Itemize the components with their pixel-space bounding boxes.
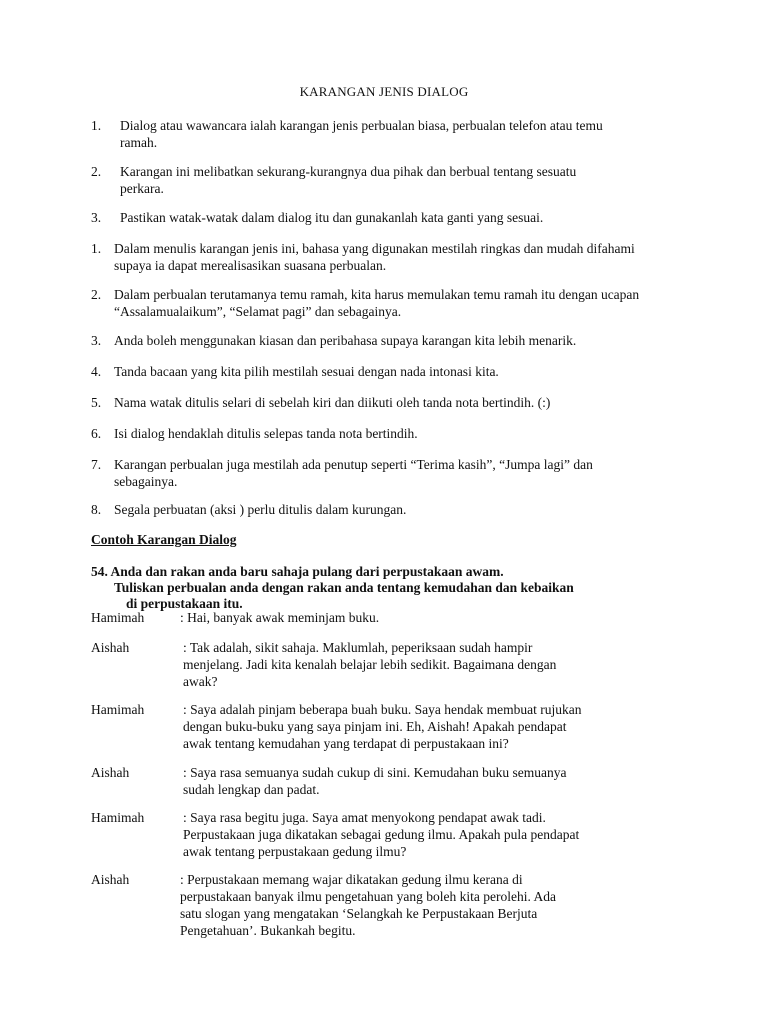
dialog-speaker-2: Aishah [91, 640, 130, 655]
dialog-line-1: : Hai, banyak awak meminjam buku. [180, 610, 380, 625]
example-heading: Contoh Karangan Dialog [91, 532, 237, 547]
list-a-item-2: Karangan ini melibatkan sekurang-kurangnya dua pihak dan berbual tentang sesuatu perkara. [120, 164, 577, 196]
list-b-item-8: Segala perbuatan (aksi ) perlu ditulis dalam kurungan. [114, 502, 407, 517]
list-b-number-2: 2. [91, 287, 102, 302]
dialog-line-5: : Saya rasa begitu juga. Saya amat menyokong pendapat awak tadi. Perpustakaan juga dikatakan sebagai gedung ilmu. Apakah pula pendapat awak tentang perpustakaan gedung ilmu? [183, 810, 580, 859]
list-b-number-4: 4. [91, 364, 102, 379]
list-b-number-5: 5. [91, 395, 102, 410]
list-b-item-3: Anda boleh menggunakan kiasan dan peribahasa supaya karangan kita lebih menarik. [114, 333, 577, 348]
dialog-speaker-4: Aishah [91, 765, 130, 780]
list-a-number-1: 1. [91, 118, 102, 133]
list-a-item-1: Dialog atau wawancara ialah karangan jenis perbualan biasa, perbualan telefon atau temu ramah. [120, 118, 603, 150]
dialog-line-6: : Perpustakaan memang wajar dikatakan gedung ilmu kerana di perpustakaan banyak ilmu pengetahuan yang boleh kita perolehi. Ada satu slogan yang mengatakan ‘Selangkah ke Perpustakaan Berjuta Pengetahuan’. Bukankah begitu. [180, 872, 557, 938]
question-line-2: Tuliskan perbualan anda dengan rakan anda tentang kemudahan dan kebaikan [114, 580, 574, 595]
question-line-3: di perpustakaan itu. [126, 596, 243, 611]
dialog-line-4: : Saya rasa semuanya sudah cukup di sini. Kemudahan buku semuanya sudah lengkap dan padat. [183, 765, 567, 797]
dialog-speaker-6: Aishah [91, 872, 130, 887]
question-line-1: 54. Anda dan rakan anda baru sahaja pulang dari perpustakaan awam. [91, 564, 504, 579]
list-b-item-5: Nama watak ditulis selari di sebelah kiri dan diikuti oleh tanda nota bertindih. (:) [114, 395, 551, 410]
dialog-line-3: : Saya adalah pinjam beberapa buah buku. Saya hendak membuat rujukan dengan buku-buku yang saya pinjam ini. Eh, Aishah! Apakah pendapat awak tentang kemudahan yang terdapat di perpustakaan ini? [183, 702, 582, 751]
list-b-item-2: Dalam perbualan terutamanya temu ramah, kita harus memulakan temu ramah itu dengan ucapan “Assalamualaikum”, “Selamat pagi” dan sebagainya. [114, 287, 640, 319]
dialog-speaker-3: Hamimah [91, 702, 145, 717]
page-title: KARANGAN JENIS DIALOG [299, 84, 469, 99]
list-b-number-3: 3. [91, 333, 102, 348]
list-b-item-6: Isi dialog hendaklah ditulis selepas tanda nota bertindih. [114, 426, 418, 441]
list-a-number-2: 2. [91, 164, 102, 179]
list-b-number-1: 1. [91, 241, 102, 256]
dialog-line-2: : Tak adalah, sikit sahaja. Maklumlah, peperiksaan sudah hampir menjelang. Jadi kita kenalah belajar lebih sedikit. Bagaimana dengan awak? [183, 640, 557, 689]
list-b-item-4: Tanda bacaan yang kita pilih mestilah sesuai dengan nada intonasi kita. [114, 364, 499, 379]
list-b-number-6: 6. [91, 426, 102, 441]
list-b-item-7: Karangan perbualan juga mestilah ada penutup seperti “Terima kasih”, “Jumpa lagi” dan sebagainya. [114, 457, 593, 489]
list-b-item-1: Dalam menulis karangan jenis ini, bahasa yang digunakan mestilah ringkas dan mudah difahami supaya ia dapat merealisasikan suasana perbualan. [114, 241, 635, 273]
list-a-item-3: Pastikan watak-watak dalam dialog itu dan gunakanlah kata ganti yang sesuai. [120, 210, 544, 225]
dialog-speaker-1: Hamimah [91, 610, 145, 625]
list-a-number-3: 3. [91, 210, 102, 225]
list-b-number-8: 8. [91, 502, 102, 517]
dialog-speaker-5: Hamimah [91, 810, 145, 825]
list-b-number-7: 7. [91, 457, 102, 472]
